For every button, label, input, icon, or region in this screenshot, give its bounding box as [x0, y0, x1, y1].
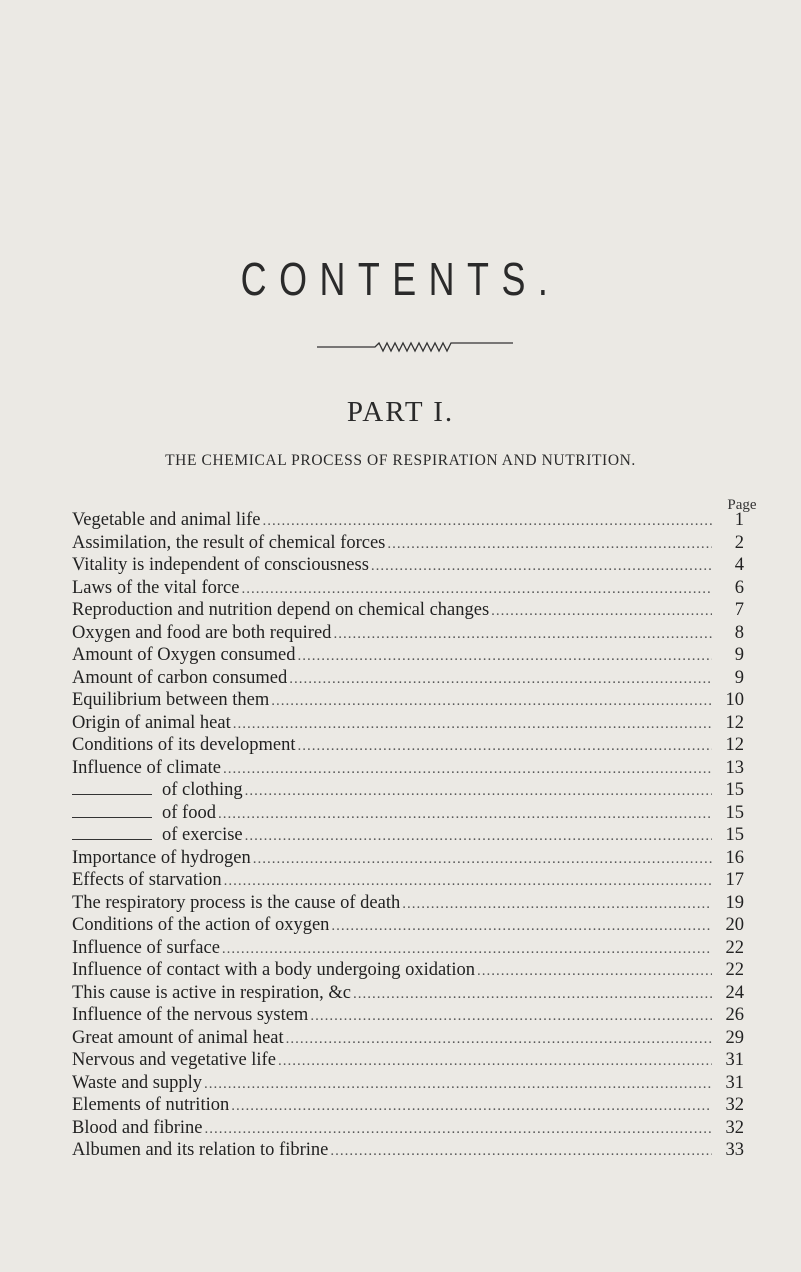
toc-entry-page: 24 [725, 982, 744, 1003]
toc-entry-page: 22 [725, 960, 744, 980]
toc-entry-label: of exercise [162, 825, 243, 845]
toc-entry-page: 7 [734, 600, 744, 620]
toc-entry[interactable] [72, 869, 744, 892]
toc-entry-page: 17 [725, 870, 744, 890]
toc-entry-page: 9 [734, 667, 744, 688]
dot-leader [253, 848, 712, 871]
toc-entry-page: 26 [725, 1005, 744, 1025]
toc-entry[interactable] [72, 1094, 744, 1117]
toc-entry-page: 29 [725, 1027, 744, 1048]
toc-entry-label: Vitality is independent of consciousness [72, 555, 369, 575]
toc-entry-label: of food [162, 802, 216, 823]
dot-leader [233, 713, 712, 736]
toc-entry[interactable] [72, 937, 744, 960]
toc-entry[interactable] [72, 689, 744, 712]
toc-entry-label: Great amount of animal heat [72, 1027, 284, 1048]
toc-entry-label: Elements of nutrition [72, 1095, 230, 1115]
dot-leader [223, 758, 712, 781]
toc-entry[interactable] [72, 959, 744, 982]
toc-entry[interactable] [72, 622, 744, 645]
dot-leader [241, 578, 712, 601]
toc-entry-page: 8 [734, 622, 744, 643]
toc-entry[interactable] [72, 1117, 744, 1140]
dot-leader [218, 803, 712, 826]
dot-leader [310, 1005, 712, 1028]
toc-entry-page: 22 [725, 937, 744, 958]
toc-entry[interactable] [72, 644, 744, 667]
toc-entry-label: Conditions of the action of oxygen [72, 915, 330, 935]
dot-leader [330, 1140, 712, 1163]
toc-entry-label: Vegetable and animal life [72, 510, 261, 530]
toc-entry[interactable] [72, 599, 744, 622]
toc-entry[interactable] [72, 1139, 744, 1162]
toc-entry-label: Influence of the nervous system [72, 1005, 309, 1025]
toc-entry-label: of clothing [162, 780, 243, 800]
toc-entry-page: 15 [725, 825, 744, 845]
toc-entry[interactable] [72, 847, 744, 870]
contents-title: CONTENTS. [240, 253, 561, 305]
toc-entry-page: 9 [734, 645, 744, 665]
toc-entry[interactable] [72, 1027, 744, 1050]
toc-entry-label: Influence of contact with a body undergoing oxidation [72, 960, 475, 980]
dot-leader [402, 893, 712, 916]
toc-entry-label: Origin of animal heat [72, 712, 231, 733]
toc-entry[interactable] [72, 532, 744, 555]
toc-entry[interactable] [72, 577, 744, 600]
toc-entry-label: Reproduction and nutrition depend on chemical changes [72, 600, 490, 620]
dot-leader [298, 735, 712, 758]
toc-entry[interactable] [72, 892, 744, 915]
toc-entry-page: 15 [725, 780, 744, 800]
part-heading: PART I. [346, 396, 455, 428]
toc-entry-page: 32 [725, 1117, 744, 1138]
toc-entry-page: 16 [725, 847, 744, 868]
toc-entry-label: Influence of climate [72, 757, 221, 778]
ditto-dash [72, 794, 152, 795]
dot-leader [477, 960, 712, 983]
dot-leader [289, 668, 712, 691]
toc-entry-label: Waste and supply [72, 1072, 203, 1093]
table-of-contents [72, 509, 744, 1162]
toc-entry[interactable] [72, 554, 744, 577]
toc-entry[interactable] [72, 982, 744, 1005]
toc-entry-page: 32 [725, 1095, 744, 1115]
toc-entry-label: Equilibrium between them [72, 690, 270, 710]
toc-entry[interactable] [72, 824, 744, 847]
toc-entry[interactable] [72, 509, 744, 532]
toc-entry-label: Amount of Oxygen consumed [72, 645, 296, 665]
toc-entry-label: Blood and fibrine [72, 1117, 203, 1138]
toc-entry-page: 13 [725, 757, 744, 778]
dot-leader [371, 555, 712, 578]
toc-entry-page: 2 [734, 532, 744, 553]
toc-entry[interactable] [72, 667, 744, 690]
ornamental-rule [317, 340, 513, 354]
dot-leader [278, 1050, 712, 1073]
dot-leader [245, 825, 712, 848]
toc-entry[interactable] [72, 802, 744, 825]
toc-entry-label: The respiratory process is the cause of death [72, 892, 401, 913]
toc-entry-page: 31 [725, 1072, 744, 1093]
toc-entry-page: 19 [725, 892, 744, 913]
dot-leader [271, 690, 712, 713]
toc-entry-page: 10 [725, 690, 744, 710]
toc-entry-label: Effects of starvation [72, 870, 222, 890]
toc-entry-label: Influence of surface [72, 937, 220, 958]
toc-entry[interactable] [72, 757, 744, 780]
toc-entry-label: Albumen and its relation to fibrine [72, 1140, 329, 1160]
toc-entry-page: 33 [725, 1140, 744, 1160]
dot-leader [333, 623, 712, 646]
part-subtitle: THE CHEMICAL PROCESS OF RESPIRATION AND NUTRITION. [165, 452, 636, 469]
toc-entry[interactable] [72, 712, 744, 735]
dot-leader [298, 645, 712, 668]
toc-entry[interactable] [72, 1049, 744, 1072]
toc-entry-page: 20 [725, 915, 744, 935]
toc-entry[interactable] [72, 1004, 744, 1027]
toc-entry[interactable] [72, 779, 744, 802]
dot-leader [263, 510, 712, 533]
dot-leader [387, 533, 712, 556]
toc-entry-label: This cause is active in respiration, &c [72, 982, 351, 1003]
dot-leader [224, 870, 712, 893]
dot-leader [204, 1073, 712, 1096]
dot-leader [286, 1028, 712, 1051]
toc-entry-label: Importance of hydrogen [72, 847, 251, 868]
toc-entry-page: 6 [734, 577, 744, 598]
ditto-dash [72, 817, 152, 818]
dot-leader [353, 983, 712, 1006]
toc-entry-page: 15 [725, 802, 744, 823]
toc-entry-label: Assimilation, the result of chemical forces [72, 532, 386, 553]
dot-leader [331, 915, 712, 938]
toc-entry[interactable] [72, 914, 744, 937]
toc-entry-page: 12 [725, 735, 744, 755]
ditto-dash [72, 839, 152, 840]
dot-leader [491, 600, 712, 623]
page-column-label: Page [727, 497, 757, 513]
toc-entry-page: 12 [725, 712, 744, 733]
dot-leader [205, 1118, 712, 1141]
toc-entry-page: 4 [734, 555, 744, 575]
dot-leader [231, 1095, 712, 1118]
toc-entry-label: Amount of carbon consumed [72, 667, 288, 688]
toc-entry[interactable] [72, 1072, 744, 1095]
toc-entry-label: Nervous and vegetative life [72, 1050, 276, 1070]
toc-entry[interactable] [72, 734, 744, 757]
toc-entry-label: Laws of the vital force [72, 577, 240, 598]
toc-entry-label: Oxygen and food are both required [72, 622, 332, 643]
toc-entry-label: Conditions of its development [72, 735, 296, 755]
dot-leader [245, 780, 712, 803]
toc-entry-page: 31 [725, 1050, 744, 1070]
toc-entry-page: 1 [734, 510, 744, 530]
dot-leader [222, 938, 712, 961]
